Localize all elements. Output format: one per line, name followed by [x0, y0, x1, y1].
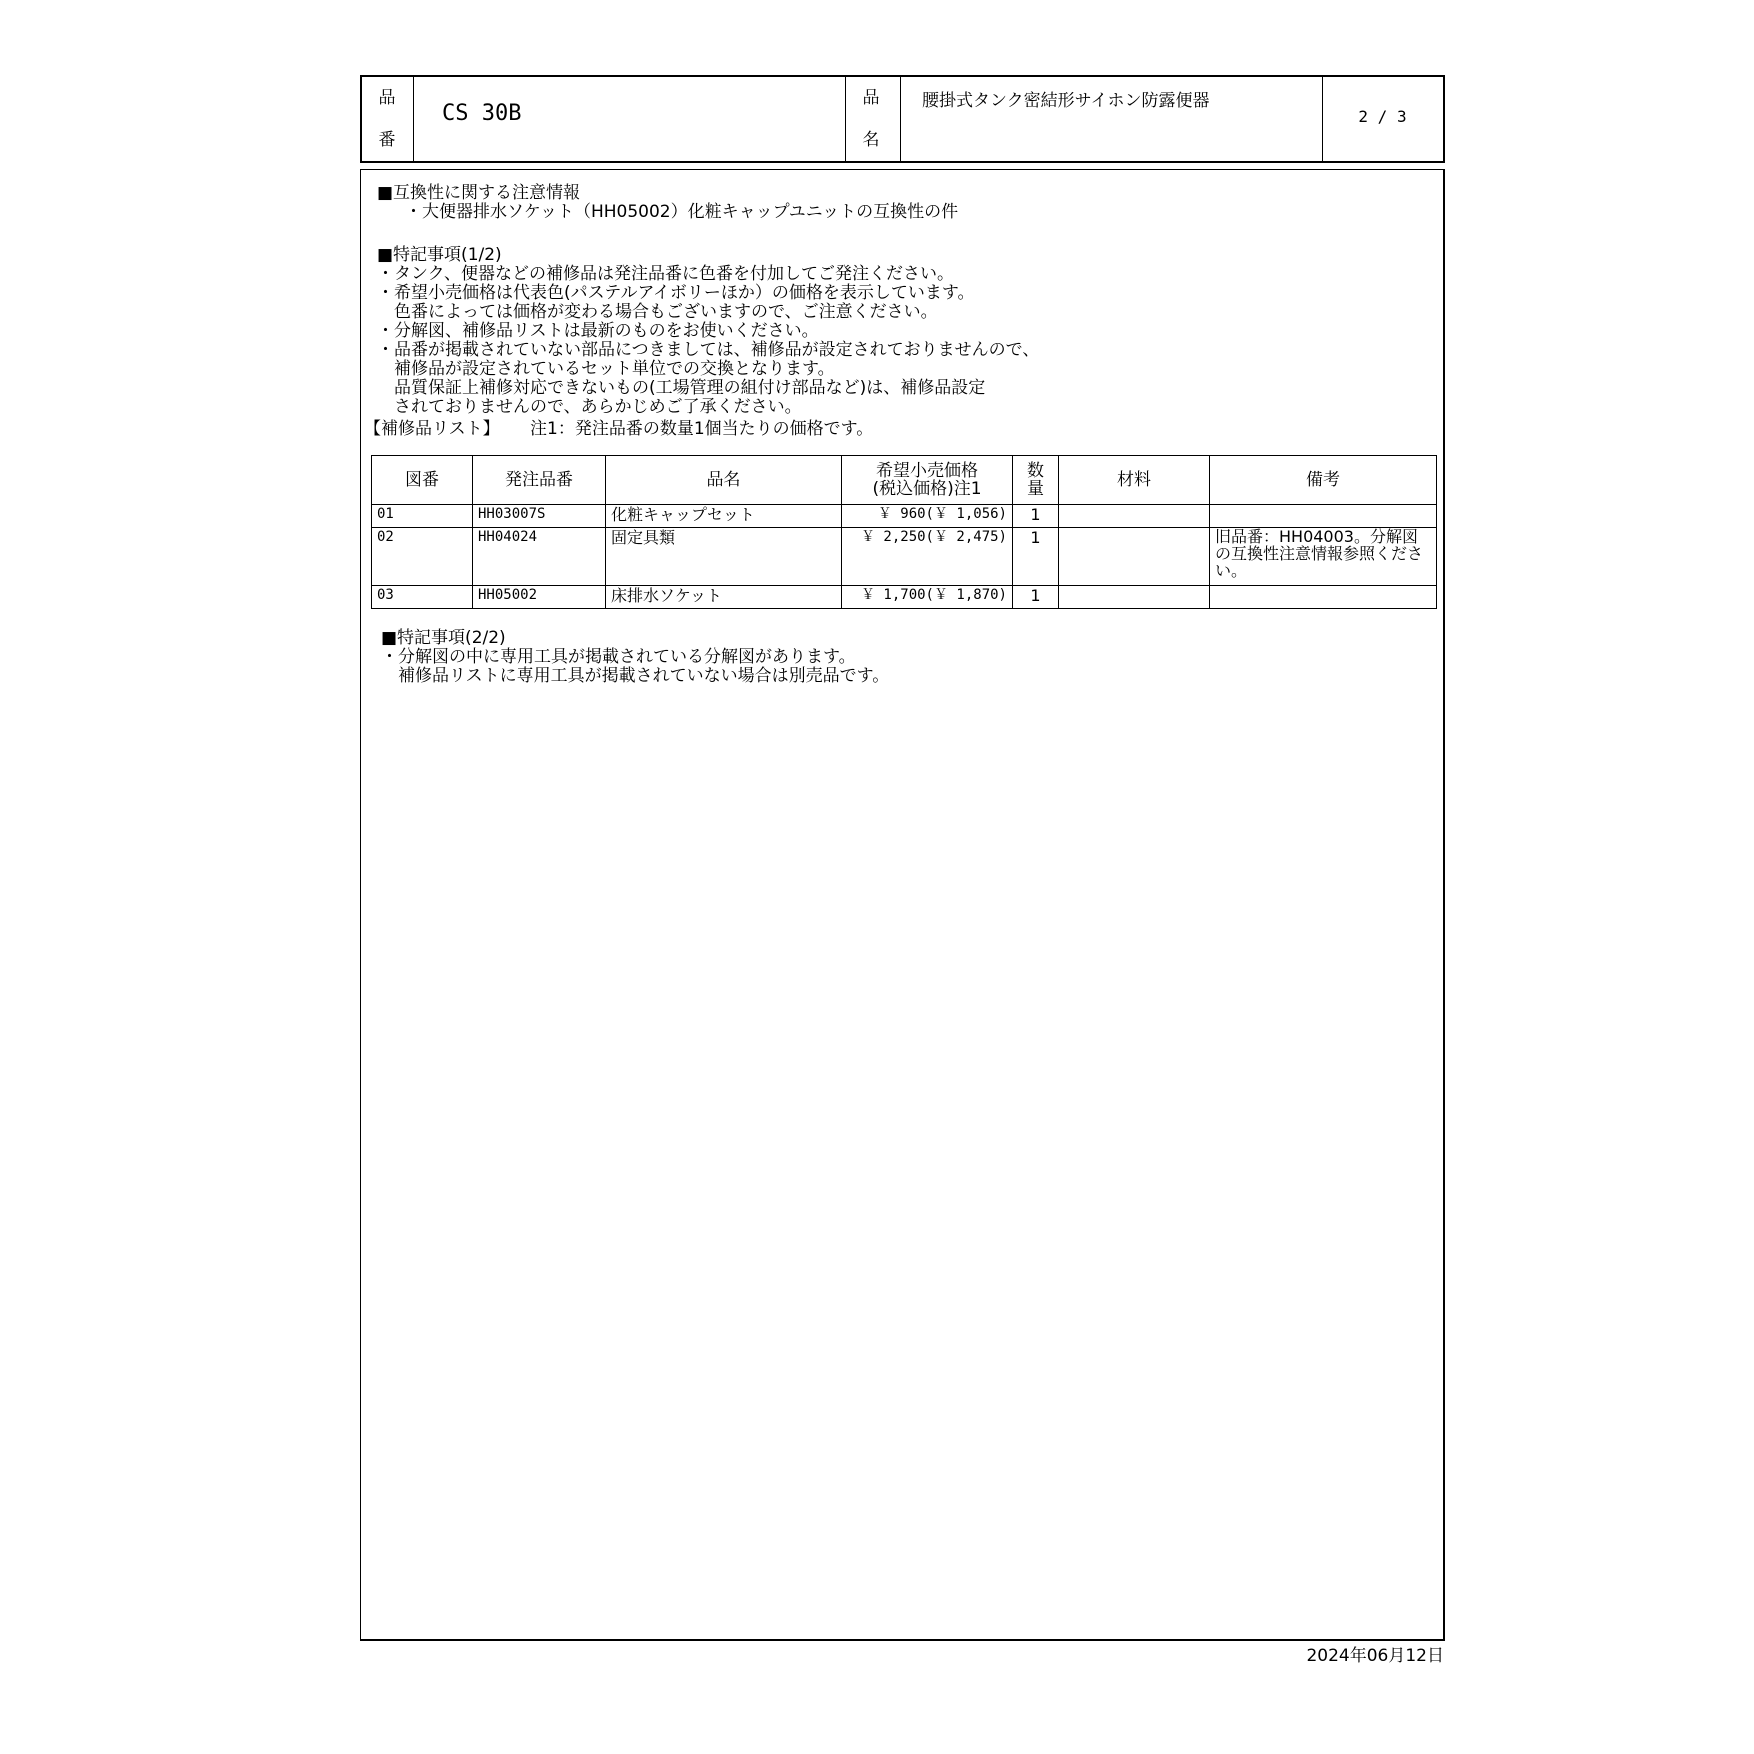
cell-fig: 03: [372, 586, 473, 609]
cell-price: ￥ 2,250(￥ 2,475): [842, 528, 1013, 586]
page-indicator: 2 / 3: [1358, 107, 1407, 126]
notes2-title: ■特記事項(2/2): [381, 628, 506, 648]
table-row: [372, 528, 1437, 586]
cell-material: [1059, 505, 1210, 528]
table-header-row: [372, 456, 1437, 505]
column-header-remarks: 備考: [1210, 456, 1437, 505]
product-name-label-char-2: 名: [862, 130, 880, 150]
notes1-line: されておりませんので、あらかじめご了承ください。: [377, 397, 802, 417]
qty-header-line1: 数: [1027, 461, 1044, 481]
cell-qty: 1: [1013, 528, 1059, 586]
column-header-fig: 図番: [372, 456, 473, 505]
qty-header-line2: 量: [1027, 479, 1044, 499]
column-header-order-no: 発注品番: [473, 456, 606, 505]
part-number-label-char-2: 番: [378, 130, 396, 150]
notes1-line: ・タンク、便器などの補修品は発注品番に色番を付加してご発注ください。: [377, 264, 954, 284]
notes2-line: ・分解図の中に専用工具が掲載されている分解図があります。: [381, 647, 856, 667]
document-header: [360, 75, 1445, 163]
price-header-line1: 希望小売価格: [876, 461, 978, 481]
product-name-value: 腰掛式タンク密結形サイホン防露便器: [922, 91, 1210, 111]
column-header-price: [842, 456, 1013, 505]
cell-fig: 02: [372, 528, 473, 586]
cell-qty: 1: [1013, 505, 1059, 528]
price-header-line2: (税込価格)注1: [872, 479, 982, 499]
notes1-line: 補修品が設定されているセット単位での交換となります。: [377, 359, 835, 379]
notes1-line: 色番によっては価格が変わる場合もございますので、ご注意ください。: [377, 302, 938, 322]
compatibility-item: ・大便器排水ソケット（HH05002）化粧キャップユニットの互換性の件: [405, 202, 959, 222]
cell-price: ￥ 960(￥ 1,056): [842, 505, 1013, 528]
notes1-line: ・希望小売価格は代表色(パステルアイボリーほか）の価格を表示しています。: [377, 283, 975, 303]
cell-order-no: HH03007S: [473, 505, 606, 528]
cell-name: 固定具類: [606, 528, 842, 586]
parts-list-title: 【補修品リスト】: [364, 419, 500, 439]
cell-material: [1059, 586, 1210, 609]
part-number-value: CS 30B: [442, 101, 522, 126]
product-name-label-char-1: 品: [862, 88, 880, 108]
notes1-line: ・分解図、補修品リストは最新のものをお使いください。: [377, 321, 819, 341]
notes1-line: ・品番が掲載されていない部品につきましては、補修品が設定されておりませんので、: [377, 340, 1040, 360]
header-divider: [900, 77, 901, 161]
notes1-title: ■特記事項(1/2): [377, 245, 502, 265]
cell-remarks: 旧品番：HH04003。分解図の互換性注意情報参照ください。: [1210, 528, 1437, 586]
cell-price: ￥ 1,700(￥ 1,870): [842, 586, 1013, 609]
cell-material: [1059, 528, 1210, 586]
notes1-line: 品質保証上補修対応できないもの(工場管理の組付け部品など)は、補修品設定: [377, 378, 986, 398]
cell-fig: 01: [372, 505, 473, 528]
column-header-name: 品名: [606, 456, 842, 505]
table-row: [372, 586, 1437, 609]
cell-remarks: [1210, 586, 1437, 609]
parts-list-note: 注1：発注品番の数量1個当たりの価格です。: [530, 419, 874, 439]
column-header-material: 材料: [1059, 456, 1210, 505]
column-header-qty: [1013, 456, 1059, 505]
cell-name: 化粧キャップセット: [606, 505, 842, 528]
table-row: [372, 505, 1437, 528]
notes2-line: 補修品リストに専用工具が掲載されていない場合は別売品です。: [381, 666, 890, 686]
cell-order-no: HH05002: [473, 586, 606, 609]
cell-remarks: [1210, 505, 1437, 528]
footer-date: 2024年06月12日: [1306, 1646, 1444, 1666]
product-name-label: [846, 77, 896, 161]
part-number-label-char-1: 品: [378, 88, 396, 108]
cell-qty: 1: [1013, 586, 1059, 609]
part-number-label: [362, 77, 412, 161]
parts-table: [371, 455, 1437, 609]
cell-name: 床排水ソケット: [606, 586, 842, 609]
compatibility-title: ■互換性に関する注意情報: [377, 183, 581, 203]
cell-order-no: HH04024: [473, 528, 606, 586]
header-divider: [413, 77, 414, 161]
